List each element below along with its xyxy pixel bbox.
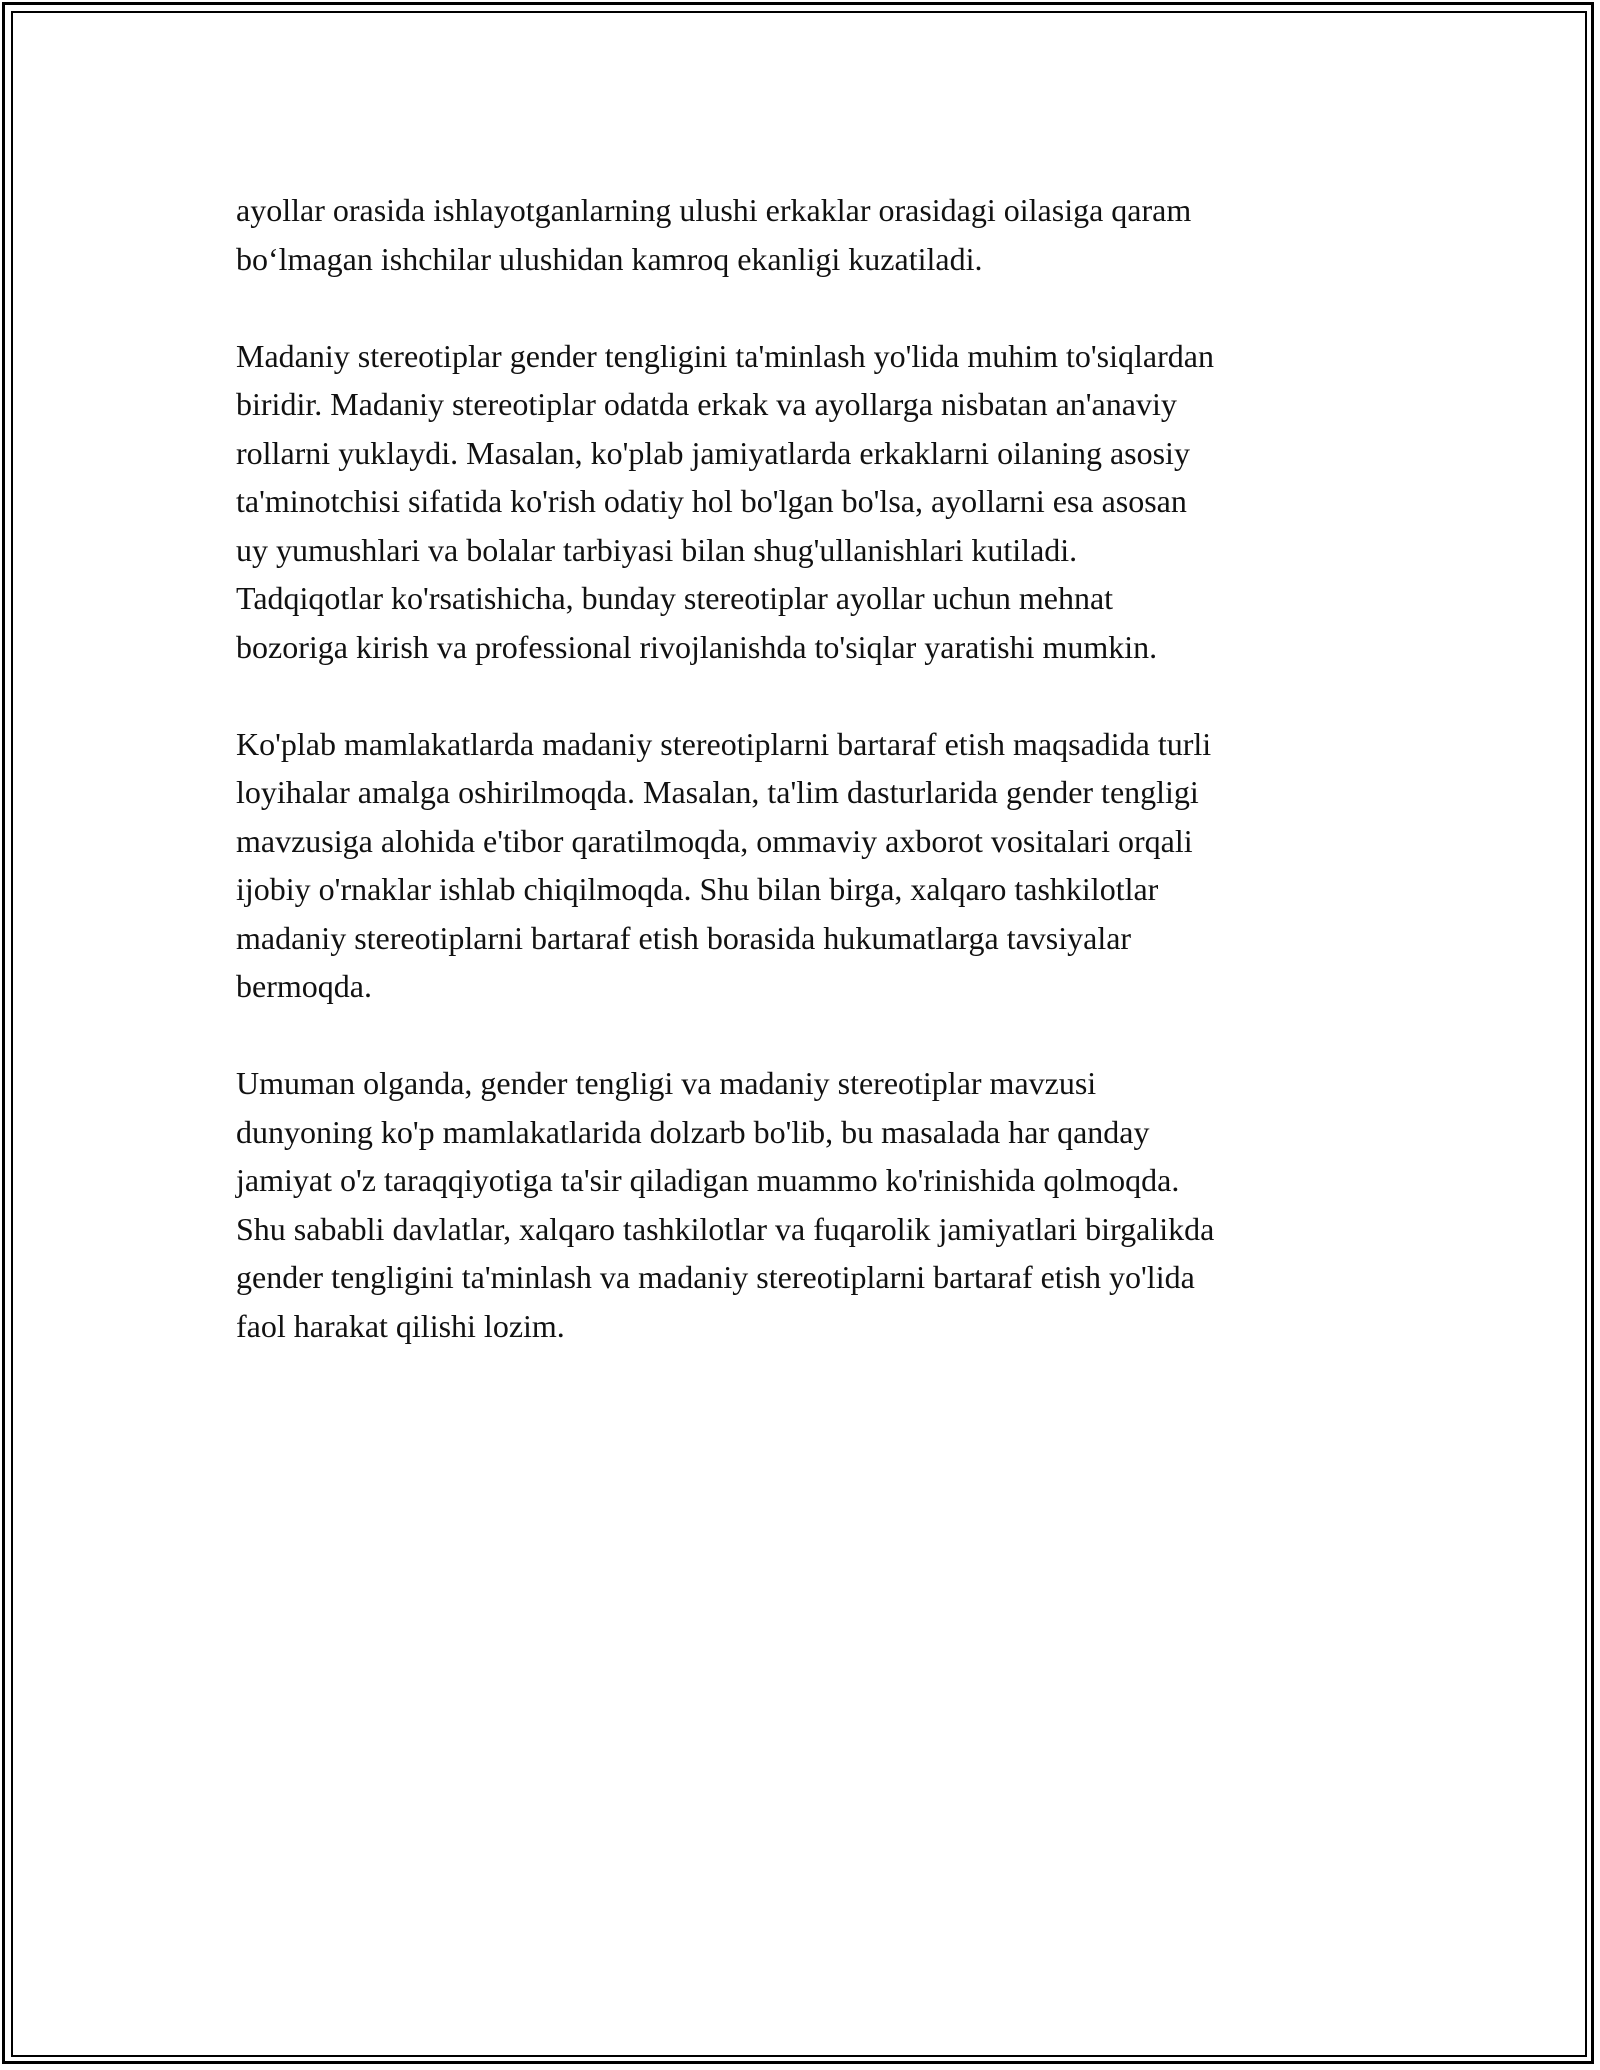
text-line: bo‘lmagan ishchilar ulushidan kamroq ekanligi kuzatiladi.	[236, 240, 983, 277]
text-line: jamiyat o'z taraqqiyotiga ta'sir qiladigan muammo ko'rinishida qolmoqda.	[236, 1162, 1180, 1198]
text-line: biridir. Madaniy stereotiplar odatda erkak va ayollarga nisbatan an'anaviy	[236, 386, 1177, 422]
text-line: bermoqda.	[236, 968, 372, 1004]
text-line: mavzusiga alohida e'tibor qaratilmoqda, ommaviy axborot vositalari orqali	[236, 822, 1193, 859]
text-line: ayollar orasida ishlayotganlarning ulushi erkaklar orasidagi oilasiga qaram	[236, 192, 1192, 228]
text-line: ijobiy o'rnaklar ishlab chiqilmoqda. Shu bilan birga, xalqaro tashkilotlar	[236, 871, 1159, 907]
text-line: faol harakat qilishi lozim.	[236, 1307, 565, 1344]
text-line: bozoriga kirish va professional rivojlanishda to'siqlar yaratishi mumkin.	[236, 628, 1158, 665]
text-line: Madaniy stereotiplar gender tengligini ta'minlash yo'lida muhim to'siqlardan	[236, 337, 1214, 374]
text-line: Shu sababli davlatlar, xalqaro tashkilotlar va fuqarolik jamiyatlari birgalikda	[236, 1210, 1215, 1247]
text-line: ta'minotchisi sifatida ko'rish odatiy hol bo'lgan bo'lsa, ayollarni esa asosan	[236, 483, 1187, 519]
document-body	[236, 186, 1376, 1399]
paragraph-4	[236, 1059, 1376, 1350]
text-line: Ko'plab mamlakatlarda madaniy stereotiplarni bartaraf etish maqsadida turli	[236, 725, 1212, 762]
text-line: loyihalar amalga oshirilmoqda. Masalan, ta'lim dasturlarida gender tengligi	[236, 774, 1199, 810]
text-line: uy yumushlari va bolalar tarbiyasi bilan shug'ullanishlari kutiladi.	[236, 531, 1078, 568]
text-line: rollarni yuklaydi. Masalan, ko'plab jamiyatlarda erkaklarni oilaning asosiy	[236, 434, 1190, 471]
text-line: gender tengligini ta'minlash va madaniy stereotiplarni bartaraf etish yo'lida	[236, 1259, 1195, 1295]
text-line: Umuman olganda, gender tengligi va madaniy stereotiplar mavzusi	[236, 1065, 1097, 1101]
paragraph-1	[236, 186, 1376, 283]
text-line: Tadqiqotlar ko'rsatishicha, bunday stereotiplar ayollar uchun mehnat	[236, 580, 1114, 616]
text-line: madaniy stereotiplarni bartaraf etish borasida hukumatlarga tavsiyalar	[236, 919, 1132, 956]
paragraph-2	[236, 332, 1376, 672]
paragraph-3	[236, 720, 1376, 1011]
text-line: dunyoning ko'p mamlakatlarida dolzarb bo'lib, bu masalada har qanday	[236, 1113, 1150, 1150]
